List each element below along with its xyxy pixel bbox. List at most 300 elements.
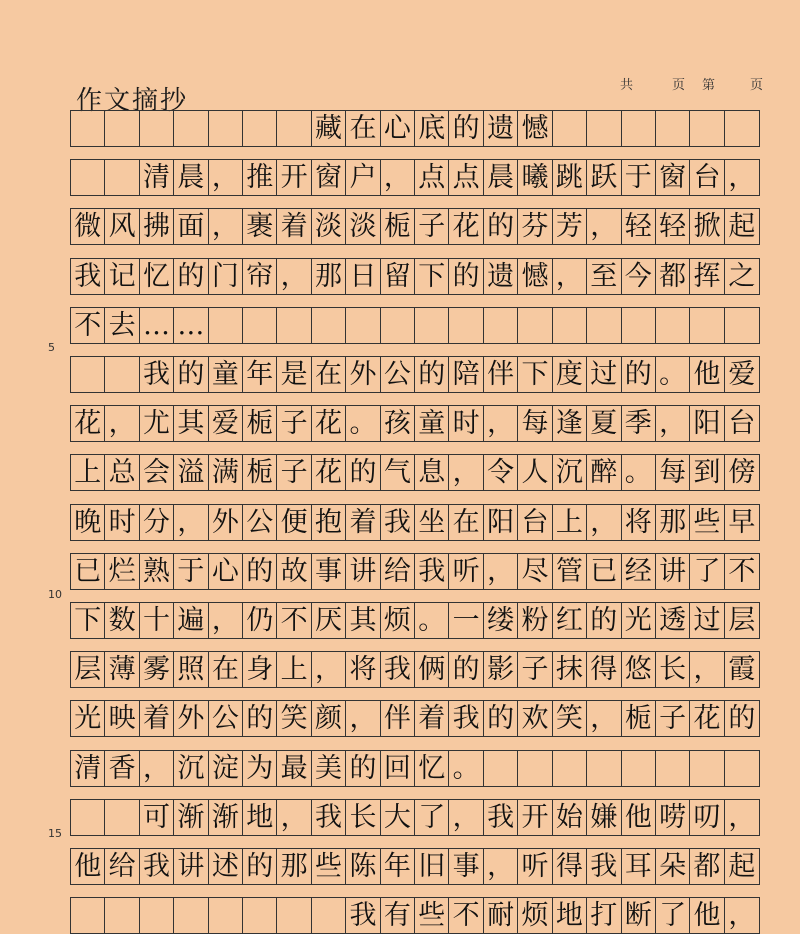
grid-cell (484, 308, 518, 343)
line-number-5: 5 (48, 341, 55, 354)
grid-cell: 每 (518, 406, 552, 441)
grid-cell: 不 (277, 603, 311, 638)
grid-cell (518, 308, 552, 343)
grid-cell: 尤 (140, 406, 174, 441)
grid-cell: 点 (449, 160, 483, 195)
grid-cell: 年 (381, 849, 415, 884)
grid-cell (587, 111, 621, 146)
grid-cell: 那 (312, 259, 346, 294)
grid-cell: 在 (449, 505, 483, 540)
grid-cell: 薄 (105, 652, 139, 687)
grid-cell: 不 (71, 308, 105, 343)
grid-cell: 得 (553, 849, 587, 884)
grid-cell: 。 (656, 357, 690, 392)
page-unit-label-2: 页 (750, 78, 764, 93)
grid-cell (312, 898, 346, 933)
grid-cell: 的 (587, 603, 621, 638)
grid-cell: 早 (728, 506, 756, 538)
grid-cell: 子 (415, 209, 449, 244)
grid-cell: 会 (140, 455, 174, 490)
grid-row (70, 258, 760, 295)
grid-cell: ， (140, 751, 174, 786)
grid-cell: 上 (553, 505, 587, 540)
grid-cell: 窗 (312, 160, 346, 195)
grid-cell: 听 (518, 849, 552, 884)
grid-cell: 回 (381, 751, 415, 786)
grid-cell (105, 357, 139, 392)
grid-cell: 嫌 (587, 800, 621, 835)
grid-cell: ， (381, 160, 415, 195)
grid-cell: 令 (484, 455, 518, 490)
grid-cell (105, 111, 139, 146)
grid-cell: 跃 (587, 160, 621, 195)
grid-cell: 些 (312, 849, 346, 884)
grid-cell: 香 (105, 751, 139, 786)
grid-cell: ， (277, 259, 311, 294)
grid-cell: 叨 (690, 800, 724, 835)
grid-cell: 台 (728, 408, 756, 440)
grid-cell: 清 (71, 751, 105, 786)
grid-cell: 得 (587, 652, 621, 687)
grid-cell: 童 (209, 357, 243, 392)
grid-cell: 花 (690, 701, 724, 736)
grid-cell: 留 (381, 259, 415, 294)
grid-cell: 我 (140, 357, 174, 392)
grid-cell: ， (728, 801, 756, 833)
grid-cell: 栀 (243, 406, 277, 441)
grid-cell: ， (449, 455, 483, 490)
grid-cell: 着 (346, 505, 380, 540)
grid-cell: … (174, 308, 208, 343)
grid-cell: 跳 (553, 160, 587, 195)
grid-cell (105, 898, 139, 933)
grid-cell: 的 (449, 111, 483, 146)
grid-cell: 淡 (312, 209, 346, 244)
grid-cell: 打 (587, 898, 621, 933)
grid-cell: 朵 (656, 849, 690, 884)
grid-cell: 十 (140, 603, 174, 638)
grid-cell: 风 (105, 209, 139, 244)
grid-cell: 子 (518, 652, 552, 687)
grid-cell: 听 (449, 554, 483, 589)
grid-cell: 光 (71, 701, 105, 736)
grid-cell: 外 (346, 357, 380, 392)
grid-cell (622, 751, 656, 786)
grid-cell: 满 (209, 455, 243, 490)
grid-cell: 花 (449, 209, 483, 244)
grid-cell: 子 (656, 701, 690, 736)
grid-cell (277, 111, 311, 146)
grid-cell: 耐 (484, 898, 518, 933)
grid-cell: ， (277, 800, 311, 835)
grid-cell: 仍 (243, 603, 277, 638)
grid-cell: 照 (174, 652, 208, 687)
grid-cell: 晚 (71, 505, 105, 540)
grid-cell: 沉 (553, 455, 587, 490)
grid-cell: 总 (105, 455, 139, 490)
grid-cell (346, 308, 380, 343)
grid-cell: 记 (105, 259, 139, 294)
grid-cell: 唠 (656, 800, 690, 835)
grid-cell: 憾 (518, 259, 552, 294)
grid-cell: 悠 (622, 652, 656, 687)
grid-cell: 已 (587, 554, 621, 589)
grid-cell (553, 111, 587, 146)
grid-cell (312, 308, 346, 343)
grid-row (70, 356, 760, 393)
grid-cell: 给 (105, 849, 139, 884)
grid-cell: 的 (484, 209, 518, 244)
grid-cell: 长 (656, 652, 690, 687)
grid-cell: ， (174, 505, 208, 540)
grid-cell: 花 (312, 455, 346, 490)
grid-cell (105, 160, 139, 195)
grid-cell: 子 (277, 455, 311, 490)
grid-cell: 醉 (587, 455, 621, 490)
grid-cell: 开 (518, 800, 552, 835)
grid-cell: ， (484, 554, 518, 589)
grid-cell: 其 (174, 406, 208, 441)
grid-row (70, 454, 760, 491)
grid-cell: 红 (553, 603, 587, 638)
grid-cell: 的 (174, 259, 208, 294)
grid-cell: 我 (381, 505, 415, 540)
grid-cell: 陈 (346, 849, 380, 884)
grid-cell: 缕 (484, 603, 518, 638)
grid-cell: 台 (518, 505, 552, 540)
grid-row (70, 897, 760, 934)
grid-cell: ， (728, 900, 756, 932)
grid-cell: 栀 (622, 701, 656, 736)
grid-cell (690, 751, 724, 786)
grid-cell (690, 111, 724, 146)
grid-cell: ， (312, 652, 346, 687)
grid-cell: 始 (553, 800, 587, 835)
grid-cell: 藏 (312, 111, 346, 146)
grid-cell: 他 (622, 800, 656, 835)
grid-cell (587, 308, 621, 343)
grid-cell: 的 (243, 701, 277, 736)
grid-cell: 笑 (553, 701, 587, 736)
grid-cell: 我 (346, 898, 380, 933)
grid-cell: 外 (174, 701, 208, 736)
grid-cell: 公 (381, 357, 415, 392)
grid-row (70, 700, 760, 737)
essay-title-row (70, 110, 760, 147)
grid-cell (140, 898, 174, 933)
grid-cell: 爱 (728, 359, 756, 390)
grid-cell (71, 357, 105, 392)
grid-cell: 裹 (243, 209, 277, 244)
grid-cell: 在 (346, 111, 380, 146)
grid-cell (553, 751, 587, 786)
grid-cell: 到 (690, 455, 724, 490)
grid-cell (105, 800, 139, 835)
grid-cell: 身 (243, 652, 277, 687)
grid-row (70, 651, 760, 688)
grid-cell: ， (690, 652, 724, 687)
grid-cell: 我 (140, 849, 174, 884)
grid-cell: 烦 (381, 603, 415, 638)
grid-cell: ， (728, 162, 756, 194)
grid-cell: 长 (346, 800, 380, 835)
grid-cell: 憾 (518, 111, 552, 146)
grid-cell: 了 (656, 898, 690, 933)
grid-cell (71, 111, 105, 146)
grid-cell: 开 (277, 160, 311, 195)
grid-cell: 了 (690, 554, 724, 589)
grid-cell: 笑 (277, 701, 311, 736)
grid-cell: 的 (622, 357, 656, 392)
grid-cell: 层 (728, 605, 756, 636)
grid-cell: 的 (346, 751, 380, 786)
grid-cell: 那 (277, 849, 311, 884)
grid-row (70, 750, 760, 787)
grid-cell: 厌 (312, 603, 346, 638)
grid-cell: 抱 (312, 505, 346, 540)
grid-cell: 我 (587, 849, 621, 884)
grid-cell: 外 (209, 505, 243, 540)
grid-cell: 不 (449, 898, 483, 933)
grid-cell: ， (449, 800, 483, 835)
grid-cell: 将 (622, 505, 656, 540)
grid-cell: 事 (449, 849, 483, 884)
grid-cell: 人 (518, 455, 552, 490)
grid-cell: 事 (312, 554, 346, 589)
grid-cell: … (140, 308, 174, 343)
grid-cell: 下 (415, 259, 449, 294)
grid-cell: 至 (587, 259, 621, 294)
grid-cell: 着 (140, 701, 174, 736)
grid-cell (243, 898, 277, 933)
grid-cell (174, 898, 208, 933)
grid-cell: 过 (587, 357, 621, 392)
grid-cell: 轻 (656, 209, 690, 244)
grid-cell: 遗 (484, 111, 518, 146)
grid-row (70, 159, 760, 196)
grid-cell: 那 (656, 505, 690, 540)
line-number-10: 10 (48, 588, 62, 601)
grid-cell: 我 (484, 800, 518, 835)
grid-cell: 每 (656, 455, 690, 490)
grid-cell: ， (553, 259, 587, 294)
grid-cell: 忆 (415, 751, 449, 786)
grid-cell: 的 (346, 455, 380, 490)
grid-cell: 年 (243, 357, 277, 392)
grid-cell: 曦 (518, 160, 552, 195)
grid-cell: 的 (449, 652, 483, 687)
grid-cell: 地 (243, 800, 277, 835)
grid-cell: 面 (174, 209, 208, 244)
grid-cell: 地 (553, 898, 587, 933)
grid-cell: 。 (622, 455, 656, 490)
grid-cell (415, 308, 449, 343)
grid-cell: 给 (381, 554, 415, 589)
grid-cell (381, 308, 415, 343)
grid-cell: ， (209, 209, 243, 244)
grid-cell: ， (105, 406, 139, 441)
grid-cell: 底 (415, 111, 449, 146)
grid-cell: 帘 (243, 259, 277, 294)
grid-cell: 述 (209, 849, 243, 884)
grid-cell: 心 (381, 111, 415, 146)
grid-cell: 忆 (140, 259, 174, 294)
grid-cell: 下 (518, 357, 552, 392)
grid-cell: 的 (174, 357, 208, 392)
grid-cell: 其 (346, 603, 380, 638)
grid-cell: 下 (71, 603, 105, 638)
grid-cell: 将 (346, 652, 380, 687)
grid-cell: 为 (243, 751, 277, 786)
grid-cell: 在 (209, 652, 243, 687)
grid-cell: 溢 (174, 455, 208, 490)
grid-cell: 渐 (209, 800, 243, 835)
grid-cell: 的 (243, 554, 277, 589)
grid-cell: 推 (243, 160, 277, 195)
grid-cell: 心 (209, 554, 243, 589)
grid-cell (690, 308, 724, 343)
grid-cell: 。 (415, 603, 449, 638)
grid-cell: ， (587, 505, 621, 540)
grid-cell: 在 (312, 357, 346, 392)
grid-cell: 断 (622, 898, 656, 933)
grid-cell: 台 (690, 160, 724, 195)
grid-cell: ， (484, 406, 518, 441)
grid-cell: 伴 (381, 701, 415, 736)
grid-cell: 逢 (553, 406, 587, 441)
grid-cell: 淀 (209, 751, 243, 786)
grid-cell: 时 (449, 406, 483, 441)
grid-cell: 层 (71, 652, 105, 687)
grid-cell: 栀 (243, 455, 277, 490)
grid-cell (243, 308, 277, 343)
grid-cell: 芳 (553, 209, 587, 244)
grid-cell: 的 (449, 259, 483, 294)
grid-cell: 窗 (656, 160, 690, 195)
grid-cell (656, 111, 690, 146)
grid-cell (243, 111, 277, 146)
grid-cell: 我 (449, 701, 483, 736)
grid-cell: 旧 (415, 849, 449, 884)
grid-cell: 都 (690, 849, 724, 884)
grid-cell (587, 751, 621, 786)
grid-cell: 数 (105, 603, 139, 638)
grid-cell: 讲 (346, 554, 380, 589)
grid-row (70, 307, 760, 344)
grid-cell (277, 308, 311, 343)
grid-cell: 起 (728, 851, 756, 882)
grid-cell: 气 (381, 455, 415, 490)
grid-row (70, 504, 760, 541)
grid-cell: 雾 (140, 652, 174, 687)
grid-cell: 讲 (656, 554, 690, 589)
grid-cell: 。 (449, 751, 483, 786)
grid-cell: 于 (174, 554, 208, 589)
grid-cell (209, 898, 243, 933)
grid-cell: 傍 (728, 457, 756, 489)
grid-cell: ， (587, 701, 621, 736)
grid-cell: ， (656, 406, 690, 441)
grid-cell: 阳 (690, 406, 724, 441)
grid-cell: ， (346, 701, 380, 736)
grid-cell: 夏 (587, 406, 621, 441)
grid-cell: 花 (312, 406, 346, 441)
grid-cell (622, 111, 656, 146)
grid-cell (71, 160, 105, 195)
grid-cell: 一 (449, 603, 483, 638)
grid-cell: 季 (622, 406, 656, 441)
grid-cell: 起 (728, 211, 756, 243)
grid-cell (71, 898, 105, 933)
grid-cell: 了 (415, 800, 449, 835)
grid-cell: 上 (277, 652, 311, 687)
grid-cell: 户 (346, 160, 380, 195)
grid-row (70, 553, 760, 590)
grid-cell (518, 751, 552, 786)
grid-cell: 遍 (174, 603, 208, 638)
grid-cell: 耳 (622, 849, 656, 884)
grid-cell: 公 (209, 701, 243, 736)
grid-cell: 经 (622, 554, 656, 589)
grid-cell: 大 (381, 800, 415, 835)
grid-cell: 我 (381, 652, 415, 687)
grid-cell: 都 (656, 259, 690, 294)
grid-cell: 掀 (690, 209, 724, 244)
page-current-label: 第 (702, 78, 716, 93)
grid-cell: 映 (105, 701, 139, 736)
grid-row (70, 208, 760, 245)
grid-row (70, 848, 760, 885)
grid-cell: 日 (346, 259, 380, 294)
grid-cell: 晨 (484, 160, 518, 195)
grid-cell (622, 308, 656, 343)
grid-cell: 芬 (518, 209, 552, 244)
grid-cell: 童 (415, 406, 449, 441)
grid-cell: 光 (622, 603, 656, 638)
grid-cell: 他 (690, 357, 724, 392)
grid-cell: 度 (553, 357, 587, 392)
grid-cell (174, 111, 208, 146)
page-header-title: 作文摘抄 (76, 86, 189, 116)
grid-cell: 有 (381, 898, 415, 933)
grid-cell: 烦 (518, 898, 552, 933)
grid-cell: 他 (71, 849, 105, 884)
grid-cell: 着 (415, 701, 449, 736)
grid-cell: 烂 (105, 554, 139, 589)
grid-cell: 过 (690, 603, 724, 638)
grid-cell: 影 (484, 652, 518, 687)
grid-cell: 欢 (518, 701, 552, 736)
grid-cell: 粉 (518, 603, 552, 638)
grid-cell: 我 (415, 554, 449, 589)
grid-cell: 于 (622, 160, 656, 195)
grid-cell: 微 (71, 209, 105, 244)
grid-cell: 是 (277, 357, 311, 392)
grid-cell: 故 (277, 554, 311, 589)
grid-cell: 的 (484, 701, 518, 736)
grid-cell: 最 (277, 751, 311, 786)
grid-cell (209, 111, 243, 146)
grid-cell: 我 (312, 800, 346, 835)
grid-cell: ， (209, 603, 243, 638)
grid-cell: 俩 (415, 652, 449, 687)
grid-cell: 美 (312, 751, 346, 786)
page-total-label: 共 (620, 78, 634, 93)
grid-cell (209, 308, 243, 343)
grid-cell: 门 (209, 259, 243, 294)
grid-cell (71, 800, 105, 835)
grid-cell: 讲 (174, 849, 208, 884)
